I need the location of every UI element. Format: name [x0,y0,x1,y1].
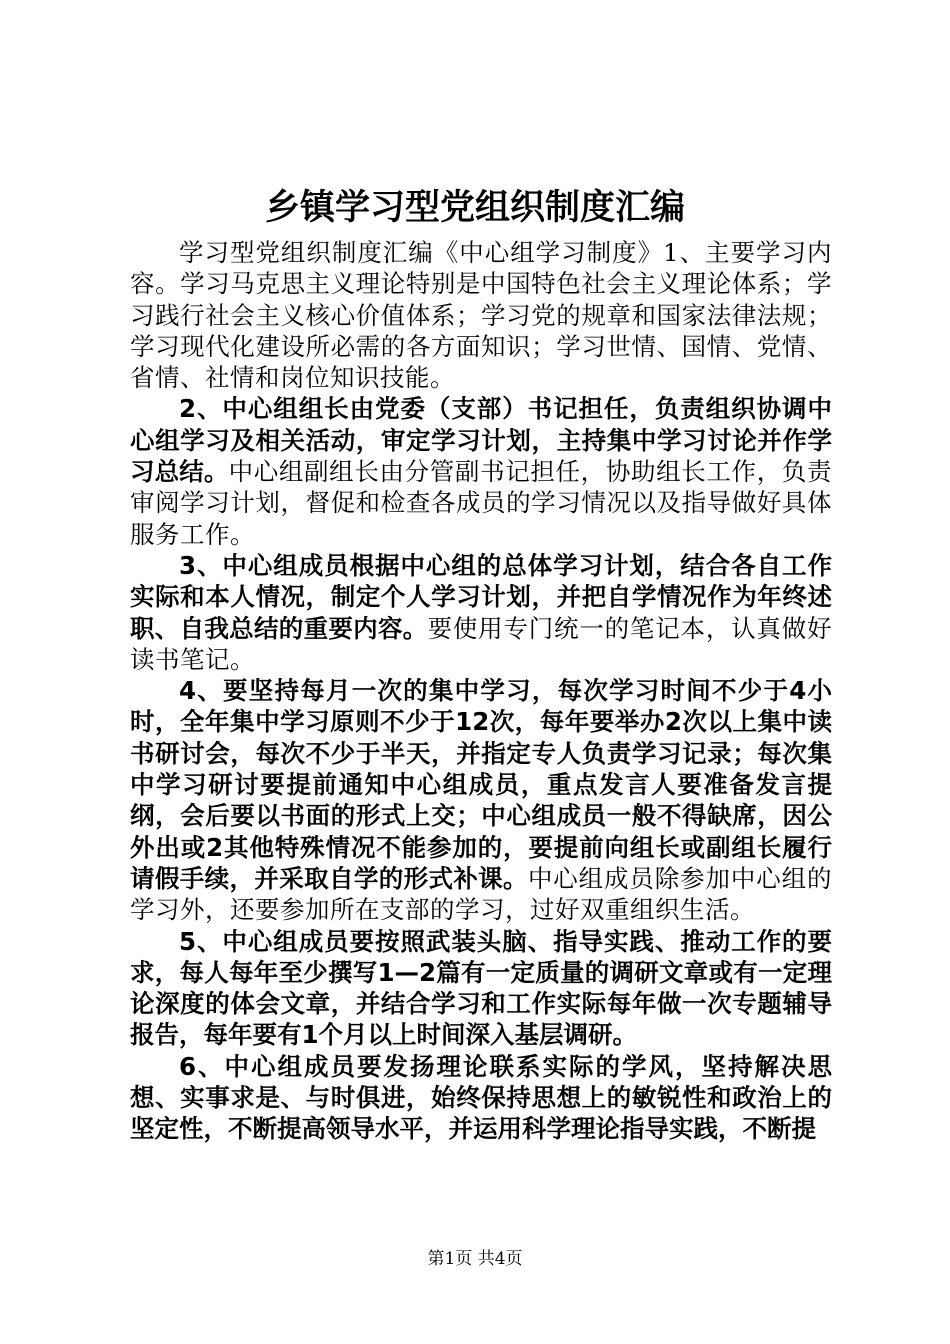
regular-text: 中心组成员除参加中心组的学习外，还要参加所在支部的学习，过好双重组织生活。 [130,863,833,925]
paragraph [130,238,832,394]
bold-text: 2、中心组组长由党委（支部）书记担任，负责组织协调中心组学习及相关活动，审定学习计划，主持集中学习讨论并作学习总结。 [130,394,832,487]
document-title: 乡镇学习型党组织制度汇编 [264,187,685,228]
document-body [130,238,832,1146]
bold-text: 3、中心组成员根据中心组的总体学习计划，结合各自工作实际和本人情况，制定个人学习计划，并把自学情况作为年终述职、自我总结的重要内容。 [130,550,832,643]
paragraph [130,394,832,550]
bold-text: 4、要坚持每月一次的集中学习，每次学习时间不少于4小时，全年集中学习原则不少于12次，每年要举办2次以上集中读书研讨会，每次不少于半天，并指定专人负责学习记录；每次集中学习研讨要提前通知中心组成员，重点发言人要准备发言提纲，会后要以书面的形式上交；中心组成员一般不得缺席，因公外出或2其他特殊情况不能参加的，要提前向组长或副组长履行请假手续，并采取自学的形式补课。 [130,676,832,893]
paragraph [130,676,832,926]
bold-text: 6、中心组成员要发扬理论联系实际的学风，坚持解决思想、实事求是、与时俱进，始终保持思想上的敏锐性和政治上的坚定性，不断提高领导水平，并运用科学理论指导实践，不断提 [130,1051,832,1144]
page-footer: 第1页 共4页 [427,1249,523,1269]
regular-text: 中心组副组长由分管副书记担任，协助组长工作，负责审阅学习计划，督促和检查各成员的学习情况以及指导做好具体服务工作。 [130,457,832,549]
paragraph [130,551,832,676]
regular-text: 要使用专门统一的笔记本，认真做好读书笔记。 [130,613,833,674]
regular-text: 学习型党组织制度汇编《中心组学习制度》1、主要学习内容。学习马克思主义理论特别是中国特色社会主义理论体系；学习践行社会主义核心价值体系；学习党的规章和国家法律法规；学习现代化建设所必需的各方面知识；学习世情、国情、党情、省情、社情和岗位知识技能。 [130,238,832,393]
bold-text: 5、中心组成员要按照武装头脑、指导实践、推动工作的要求，每人每年至少撰写1—2篇有一定质量的调研文章或有一定理论深度的体会文章，并结合学习和工作实际每年做一次专题辅导报告，每年要有1个月以上时间深入基层调研。 [130,926,832,1050]
paragraph [130,927,832,1052]
paragraph [130,1052,832,1146]
